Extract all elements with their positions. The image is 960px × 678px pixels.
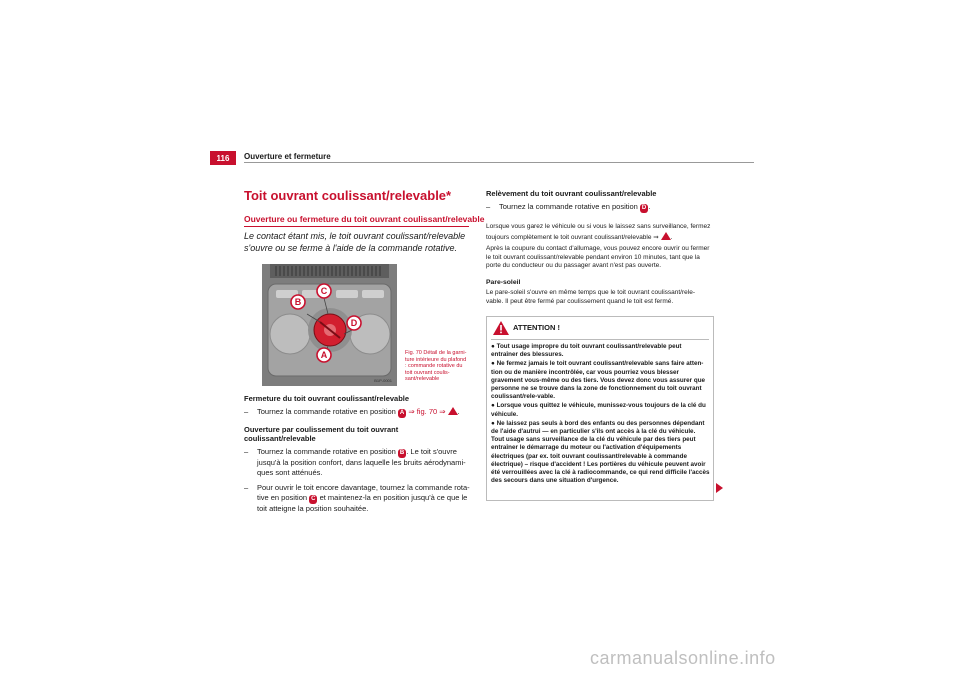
attention-item-text: Ne laissez pas seuls à bord des enfants ou des personnes dépendant de l'aide d'autrui — en particulier s'ils ont accès à la clé du véhicule. Tout usage sans surveillance de la clé du véhicule par des tiers peut entraîner le démarrage du moteur ou l'activation d'équipements électriques (par ex. toit ouvrant coulissant/relevable à commande électrique) – risque d'accident ! Les portières du véhicule peuvent avoir été verrouillées avec la clé à radiocommande, ce qui rend difficile l'accès des secours dans une situation d'urgence.	[491, 419, 710, 485]
opening-heading: Ouverture par coulissement du toit ouvrant coulissant/relevable	[244, 425, 399, 443]
position-badge-c: C	[311, 495, 316, 502]
closing-heading: Fermeture du toit ouvrant coulissant/relevable	[244, 394, 410, 403]
roof-console-illustration	[262, 264, 397, 386]
opening-section	[244, 425, 470, 513]
tilt-heading: Relèvement du toit ouvrant coulissant/relevable	[486, 189, 657, 198]
opening-step-1-end: . Le toit s'ouvre jusqu'à la position confort, dans laquelle les bruits aérodynami-ques sont atténués.	[257, 447, 466, 477]
figure-caption: Fig. 70 Détail de la garni-ture intérieure du plafond : commande rotative du toit ouvrant coulis-sant/relevable	[405, 350, 467, 382]
closing-step-text: Tournez la commande rotative en position	[257, 407, 396, 416]
figure-label-c: C	[320, 286, 328, 296]
figure-70	[262, 264, 397, 386]
watermark: carmanualsonline.info	[590, 648, 776, 668]
note-close-roof-text: Lorsque vous garez le véhicule ou si vous le laissez sans surveillance, fermez toujours complètement le toit ouvrant coulissant/relevable ⇒	[486, 223, 711, 241]
position-badge-b: B	[399, 450, 405, 456]
closing-section	[244, 394, 470, 418]
figure-code: B1P-0001	[374, 378, 392, 383]
sunshade-heading: Pare-soleil	[486, 279, 521, 286]
attention-rule	[491, 339, 709, 340]
note-close-roof-end: .	[670, 233, 673, 241]
running-title: Ouverture et fermeture	[244, 152, 331, 161]
warning-icon	[448, 407, 458, 415]
page-number: 116	[210, 151, 236, 165]
tilt-section	[486, 189, 712, 213]
attention-title: ATTENTION !	[513, 323, 560, 332]
attention-item: ● Lorsque vous quittez le véhicule, munissez-vous toujours de la clé du véhicule.	[491, 402, 706, 418]
position-badge-d: D	[641, 205, 647, 211]
tilt-step-text: Tournez la commande rotative en position	[499, 202, 638, 211]
attention-item-text: Tout usage impropre du toit ouvrant coulissant/relevable peut entraîner des blessures.	[491, 343, 682, 359]
note-ignition: Après la coupure du contact d'allumage, vous pouvez encore ouvrir ou fermer le toit ouvrant coulissant/relevable pendant environ 10 minutes, tant que la porte du conducteur ou du passager avant n'est pas ouverte.	[486, 245, 710, 270]
tilt-step	[486, 202, 712, 213]
tilt-step-end: .	[648, 202, 651, 211]
attention-item: ● Ne fermez jamais le toit ouvrant coulissant/relevable sans faire atten-tion ou de manière incontrôlée, car vous pourriez vous blesser gravement vous-même ou des tiers. Vous devez donc vous assurer que personne ne se trouve dans la zone de fonctionnement du toit ouvrant coulissant/rele-vable.	[491, 360, 706, 401]
opening-step-2-end: et maintenez-la en position jusqu'à ce que le toit atteigne la position souhaitée.	[257, 492, 468, 513]
attention-item: ● Tout usage impropre du toit ouvrant coulissant/relevable peut entraîner des blessures.	[491, 343, 682, 359]
attention-icon	[493, 321, 509, 340]
opening-step-2-text: Pour ouvrir le toit encore davantage, tournez la commande rota-tive en position	[257, 483, 470, 502]
header-rule	[244, 162, 754, 163]
attention-box	[486, 316, 714, 501]
attention-item-text: Ne fermez jamais le toit ouvrant coulissant/relevable sans faire atten-tion ou de manière incontrôlée, car vous pourriez vous blesser gravement vous-même ou des tiers. Vous devez donc vous assurer que personne ne se trouve dans la zone de fonctionnement du toit ouvrant coulissant/rele-vable.	[491, 360, 706, 401]
section-intro: Le contact étant mis, le toit ouvrant coulissant/relevable s'ouvre ou se ferme à l'aide de la commande rotative.	[244, 231, 466, 253]
attention-item-text: Lorsque vous quittez le véhicule, munissez-vous toujours de la clé du véhicule.	[491, 402, 706, 418]
continue-arrow-icon	[716, 483, 723, 493]
sunshade-text: Le pare-soleil s'ouvre en même temps que le toit ouvrant coulissant/rele-vable. Il peut être fermé par coulissement quand le toit est fermé.	[486, 289, 695, 305]
attention-item: ● Ne laissez pas seuls à bord des enfants ou des personnes dépendant de l'aide d'autrui — en particulier s'ils ont accès à la clé du véhicule. Tout usage sans surveillance de la clé du véhicule par des tiers peut entraîner le démarrage du moteur ou l'activation d'équipements électriques (par ex. toit ouvrant coulissant/relevable à commande électrique) – risque d'accident ! Les portières du véhicule peuvent avoir été verrouillées avec la clé à radiocommande, ce qui rend difficile l'accès des secours dans une situation d'urgence.	[491, 419, 710, 485]
figure-reference-link[interactable]: ⇒ fig. 70 ⇒	[408, 407, 446, 416]
attention-list	[491, 343, 710, 486]
closing-step-end: .	[457, 407, 460, 416]
opening-step-1-text: Tournez la commande rotative en position	[257, 447, 396, 456]
section-rule	[244, 226, 469, 227]
page-title: Toit ouvrant coulissant/relevable*	[244, 188, 452, 203]
closing-step	[244, 407, 470, 418]
figure-label-b: B	[294, 297, 302, 307]
opening-step-2	[244, 483, 470, 513]
figure-label-d: D	[350, 318, 358, 328]
section-heading: Ouverture ou fermeture du toit ouvrant coulissant/relevable	[244, 214, 485, 224]
position-badge-a: A	[399, 410, 405, 416]
note-close-roof	[486, 223, 712, 242]
figure-label-a: A	[320, 350, 328, 360]
warning-icon	[661, 232, 671, 240]
opening-step-1	[244, 447, 470, 477]
